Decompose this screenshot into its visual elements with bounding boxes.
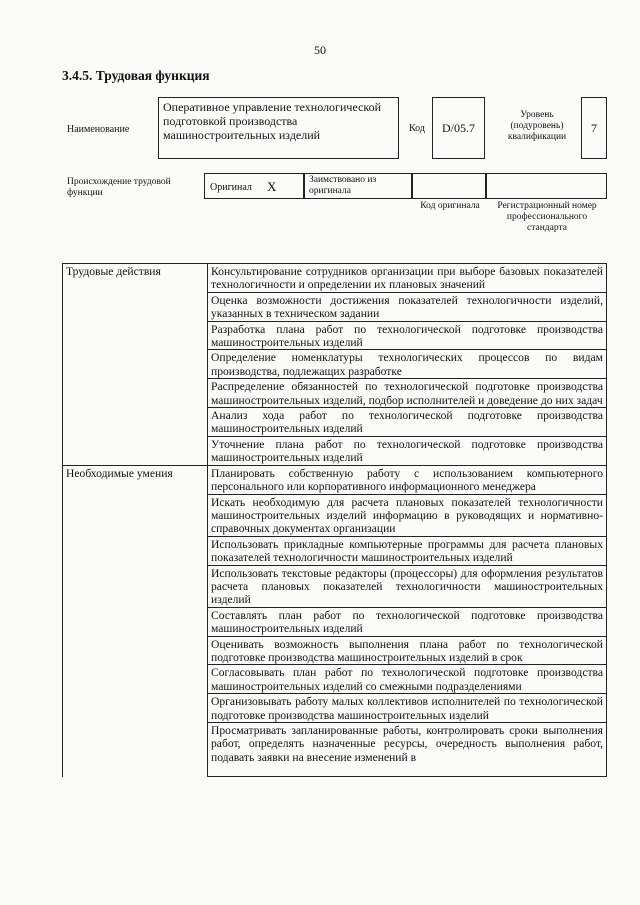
labor-action-text: Анализ хода работ по технологической подготовке производства машиностроительных изделий [208, 408, 607, 437]
reg-number-label: Регистрационный номер профессионального стандарта [497, 201, 597, 233]
labor-action-text: Консультирование сотрудников организации при выборе базовых показателей технологичности и определении их плановых значений [208, 264, 607, 293]
code-label: Код [409, 123, 425, 134]
skill-row [63, 465, 607, 494]
name-label: Наименование [67, 124, 130, 135]
skill-text: Использовать прикладные компьютерные программы для расчета плановых показателей технологичности машиностроительных изделий [208, 536, 607, 565]
original-cell [204, 173, 304, 199]
skill-text: Согласовывать план работ по технологической подготовке производства машиностроительных изделий со смежными подразделениями [208, 665, 607, 694]
original-mark: X [267, 179, 277, 194]
labor-action-group-label: Трудовые действия [63, 264, 208, 466]
skill-text: Составлять план работ по технологической подготовке производства машиностроительных изделий [208, 607, 607, 636]
skill-text: Организовывать работу малых коллективов исполнителей по технологической подготовке производства машиностроительных изделий [208, 694, 607, 723]
skill-text: Оценивать возможность выполнения плана работ по технологической подготовке производства машиностроительных изделий в срок [208, 636, 607, 665]
skill-group-label: Необходимые умения [63, 465, 208, 776]
code-value: D/05.7 [432, 97, 485, 159]
labor-action-text: Оценка возможности достижения показателей технологичности изделий, указанных в техническом задании [208, 292, 607, 321]
skill-text: Просматривать запланированные работы, контролировать сроки выполнения работ, определять назначенные ресурсы, очередность выполнения работ, подавать заявки на внесение изменений в [208, 723, 607, 777]
labor-action-text: Определение номенклатуры технологических процессов по видам производства, подлежащих разработке [208, 350, 607, 379]
labor-action-text: Уточнение плана работ по технологической подготовке производства машиностроительных изделий [208, 436, 607, 465]
original-label: Оригинал [210, 182, 252, 193]
level-label: Уровень (подуровень) квалификации [507, 110, 567, 142]
function-name: Оперативное управление технологической подготовкой производства машиностроительных изделий [158, 97, 399, 159]
code-original-cell [412, 173, 486, 199]
origin-label: Происхождение трудовой функции [67, 177, 171, 198]
level-value: 7 [581, 97, 607, 159]
code-original-label: Код оригинала [420, 201, 480, 211]
labor-action-text: Распределение обязанностей по технологической подготовке производства машиностроительных изделий, подбор исполнителей и доведение до них задач [208, 379, 607, 408]
labor-action-row [63, 264, 607, 293]
borrowed-cell [304, 173, 412, 199]
reg-number-cell [486, 173, 607, 199]
competency-table [62, 263, 607, 777]
borrowed-label: Заимствовано из оригинала [309, 175, 377, 196]
skill-text: Использовать текстовые редакторы (процессоры) для оформления результатов расчета плановых показателей технологичности машиностроительных изделий [208, 565, 607, 607]
labor-action-text: Разработка плана работ по технологической подготовке производства машиностроительных изделий [208, 321, 607, 350]
skill-text: Искать необходимую для расчета плановых показателей технологичности машиностроительных изделий информацию в руководящих и нормативно-справочных документах организации [208, 494, 607, 536]
skill-text: Планировать собственную работу с использованием компьютерного персонального или корпоративного информационного менеджера [208, 465, 607, 494]
section-title: 3.4.5. Трудовая функция [62, 68, 210, 83]
page-number: 50 [314, 43, 326, 57]
